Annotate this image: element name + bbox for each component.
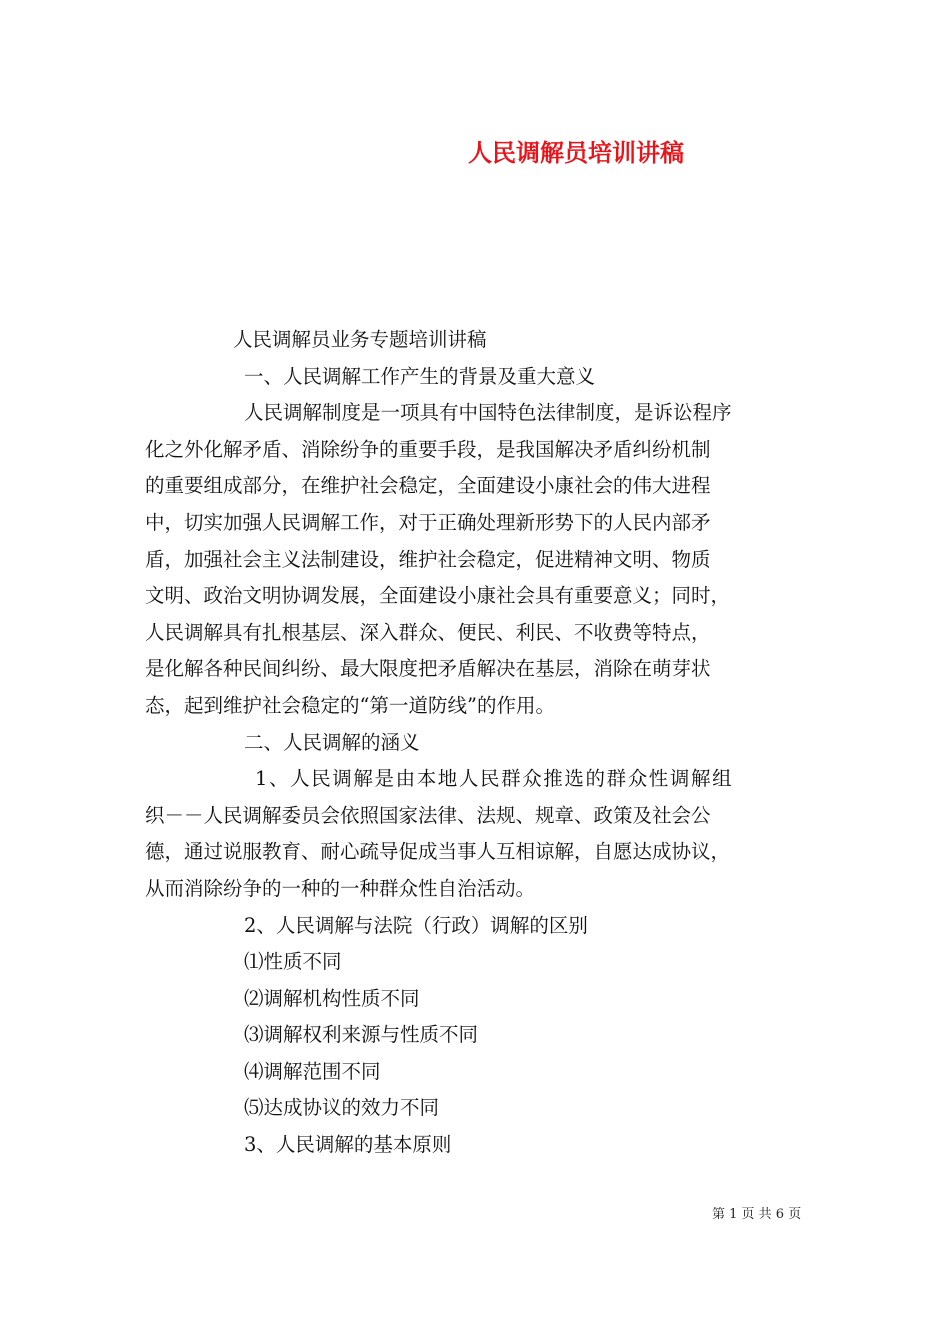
page-number: 第 1 页 共 6 页 bbox=[712, 1207, 802, 1222]
paragraph-line: 的重要组成部分，在维护社会稳定，全面建设小康社会的伟大进程 bbox=[145, 474, 711, 498]
paragraph-line: 化之外化解矛盾、消除纷争的重要手段，是我国解决矛盾纠纷机制 bbox=[145, 437, 711, 461]
subheading-line: 2、人民调解与法院（行政）调解的区别 bbox=[244, 913, 588, 937]
paragraph-line: 从而消除纷争的一种的一种群众性自治活动。 bbox=[145, 876, 536, 900]
paragraph-line: 织－－人民调解委员会依照国家法律、法规、规章、政策及社会公 bbox=[145, 803, 711, 827]
list-item: ⑷调解范围不同 bbox=[244, 1059, 381, 1083]
paragraph-line: 文明、政治文明协调发展，全面建设小康社会具有重要意义；同时， bbox=[145, 584, 731, 608]
paragraph-line: 人民调解具有扎根基层、深入群众、便民、利民、不收费等特点， bbox=[145, 620, 711, 644]
subheading-line: 3、人民调解的基本原则 bbox=[244, 1133, 452, 1157]
paragraph-line: 中，切实加强人民调解工作，对于正确处理新形势下的人民内部矛 bbox=[145, 510, 711, 534]
paragraph-line: 是化解各种民间纠纷、最大限度把矛盾解决在基层，消除在萌芽状 bbox=[145, 657, 711, 681]
paragraph-line: 人民调解制度是一项具有中国特色法律制度，是诉讼程序 bbox=[244, 401, 732, 425]
list-item: ⑸达成协议的效力不同 bbox=[244, 1096, 440, 1120]
paragraph-line: 德，通过说服教育、耐心疏导促成当事人互相谅解，自愿达成协议， bbox=[145, 840, 731, 864]
paragraph-line: 态，起到维护社会稳定的“第一道防线”的作用。 bbox=[145, 693, 555, 717]
list-item: ⑵调解机构性质不同 bbox=[244, 986, 420, 1010]
list-item: ⑴性质不同 bbox=[244, 950, 342, 974]
paragraph-line: 1、人民调解是由本地人民群众推选的群众性调解组 bbox=[255, 767, 734, 791]
section-heading-1: 一、人民调解工作产生的背景及重大意义 bbox=[244, 364, 596, 388]
document-body bbox=[145, 322, 825, 1164]
list-item: ⑶调解权利来源与性质不同 bbox=[244, 1023, 479, 1047]
document-title: 人民调解员培训讲稿 bbox=[468, 138, 684, 167]
subtitle-line: 人民调解员业务专题培训讲稿 bbox=[233, 328, 487, 351]
section-heading-2: 二、人民调解的涵义 bbox=[244, 730, 420, 754]
paragraph-line: 盾，加强社会主义法制建设，维护社会稳定，促进精神文明、物质 bbox=[145, 547, 711, 571]
